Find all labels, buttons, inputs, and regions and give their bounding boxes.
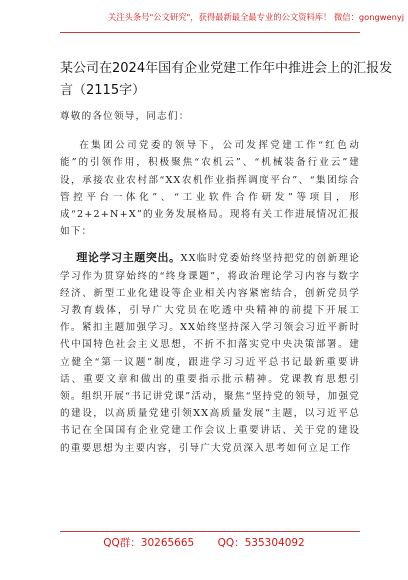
salutation: 尊敬的各位领导，同志们： xyxy=(60,111,190,122)
footer-qq-group: QQ群：30265665 xyxy=(103,537,195,549)
footer-qq: QQ：535304092 xyxy=(217,537,305,549)
section-paragraph xyxy=(60,249,360,456)
document-title xyxy=(60,58,393,102)
title-line-2: 言（2115字） xyxy=(60,83,146,98)
header-banner: 关注头条号"公文研究"，获得最新最全最专业的公文资料库！ 微信：gongwenyj xyxy=(108,12,405,22)
title-line-1: 某公司在2024年国有企业党建工作年中推进会上的汇报发 xyxy=(60,61,393,76)
intro-paragraph: 在集团公司党委的领导下，公司发挥党建工作“红色动能”的引领作用，积极聚焦“农机云”、“机械装备行业云”建设，承接农业农村部“XX农机作业指挥调度平台”、“集团综合管控平台一体化”、“工业软件合作研发”等项目，形成“2+2+N+X”的业务发展格局。现将有关工作进展情况汇报如下： xyxy=(60,140,360,238)
footer-contacts xyxy=(0,535,408,550)
section-body: XX临时党委始终坚持把党的创新理论学习作为贯穿始终的“终身课题”，将政治理论学习内容与数字经济、新型工业化建设等企业相关内容紧密结合，创新党员学习教育载体，引导广大党员在吃透中央精神的前提下开展工作。紧扣主题加强学习。XX始终坚持深入学习领会习近平新时代中国特色社会主义思想，不折不扣落实党中央决策部署。建立健全“第一议题”制度，跟进学习习近平总书记最新重要讲话、重要文章和做出的重要指示批示精神。党课教育思想引领。组织开展“书记讲党课”活动，聚焦“坚持党的领导，加强党的建设，以高质量党建引领XX高质量发展”主题，以习近平总书记在全国国有企业党建工作会议上重要讲话、关于党的建设的重要思想为主要内容，引导广大党员深入思考如何立足工作 xyxy=(60,253,361,454)
document-body xyxy=(60,58,393,457)
section-heading: 理论学习主题突出。 xyxy=(76,251,181,265)
header-divider xyxy=(60,32,360,33)
footer-divider xyxy=(60,531,360,532)
